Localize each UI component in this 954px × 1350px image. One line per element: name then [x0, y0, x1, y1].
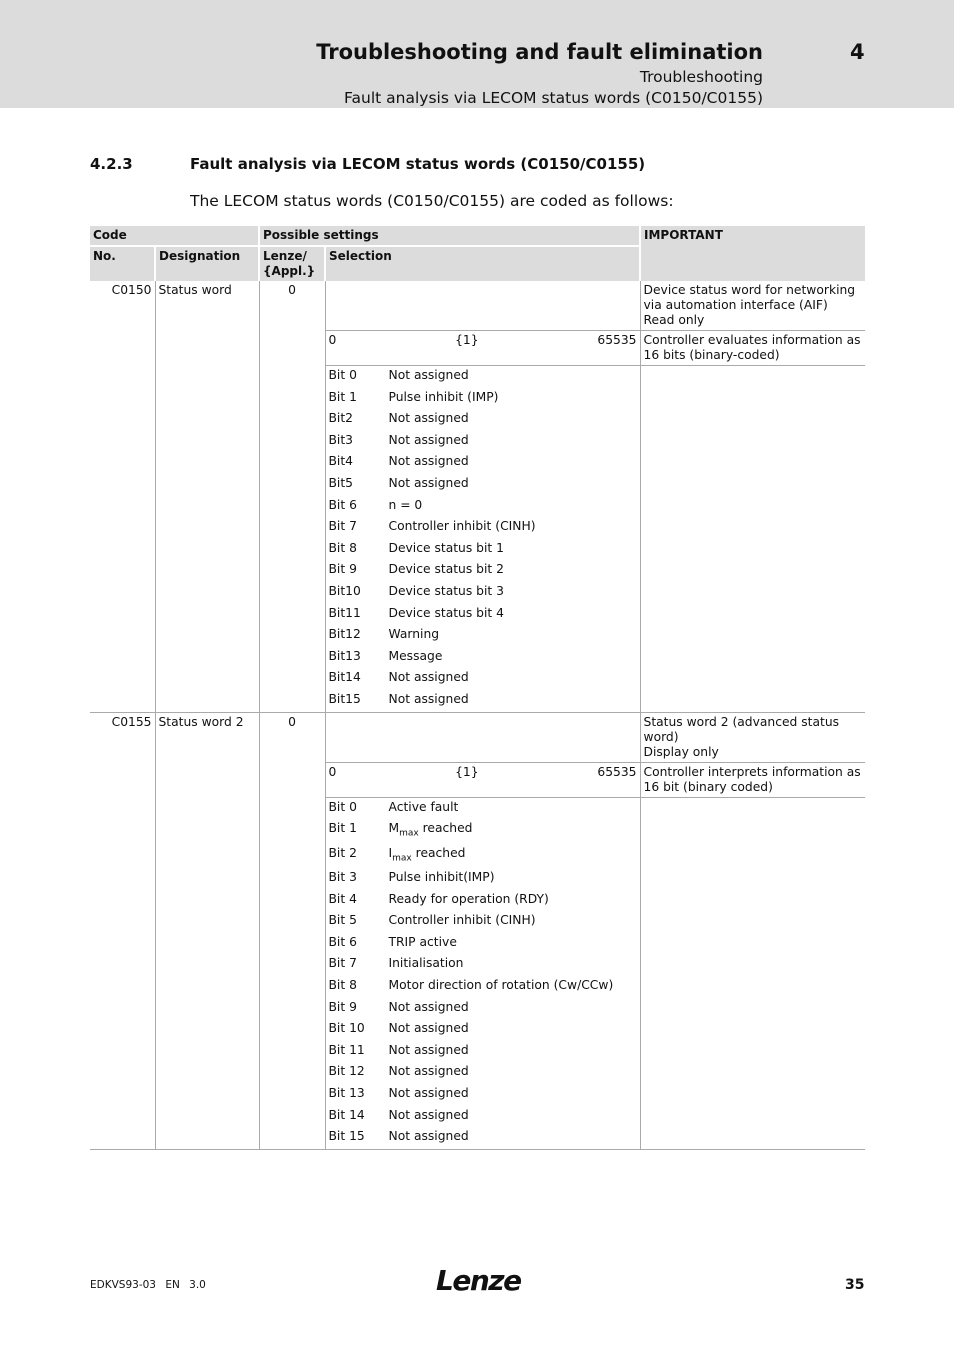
important-empty-cell — [640, 366, 865, 713]
bit-cell — [325, 933, 640, 955]
bit-label: Bit 0 — [328, 368, 357, 382]
bit-description: Not assigned — [388, 1064, 469, 1079]
col-header-possible-settings: Possible settings — [259, 226, 640, 246]
bit-label: Bit 6 — [328, 934, 357, 949]
bit-label: Bit12 — [328, 627, 361, 642]
bit-description: TRIP active — [388, 934, 457, 949]
bit-description: Device status bit 1 — [388, 540, 504, 555]
bit-description: Not assigned — [388, 1021, 469, 1036]
bit-description: Not assigned — [388, 475, 469, 490]
bit-description: Not assigned — [388, 670, 469, 685]
code-designation: Status word — [155, 281, 259, 712]
range-step: {1} — [455, 764, 479, 779]
bit-label: Bit4 — [328, 454, 353, 469]
bit-cell — [325, 517, 640, 539]
bit-cell — [325, 1062, 640, 1084]
selection-empty-cell — [325, 281, 640, 331]
bit-description: $I_{max}$ reached — [388, 845, 466, 863]
bit-description: Not assigned — [388, 1107, 469, 1122]
bit-cell — [325, 604, 640, 626]
selection-empty-cell — [325, 712, 640, 762]
bit-cell — [325, 1019, 640, 1041]
code-group-c0150 — [90, 281, 865, 712]
bit-cell — [325, 388, 640, 410]
bit-label: Bit2 — [328, 411, 353, 426]
bit-cell — [325, 668, 640, 690]
bit-description: Not assigned — [388, 432, 469, 447]
bit-description: Not assigned — [388, 1129, 469, 1144]
bit-cell — [325, 1041, 640, 1063]
code-table — [90, 226, 865, 1150]
lenze-default-value: 0 — [259, 712, 325, 1149]
bit-label: Bit 0 — [328, 799, 357, 814]
bit-cell — [325, 582, 640, 604]
col-header-important: IMPORTANT — [640, 226, 865, 281]
bit-description: Not assigned — [388, 368, 469, 382]
bit-cell — [325, 452, 640, 474]
bit-description: Pulse inhibit(IMP) — [388, 870, 495, 884]
col-header-selection: Selection — [325, 246, 640, 281]
bit-label: Bit 9 — [328, 999, 357, 1014]
bit-description: Pulse inhibit (IMP) — [388, 389, 499, 404]
bit-description: Not assigned — [388, 1085, 469, 1100]
range-step: {1} — [455, 333, 479, 347]
bit-cell — [325, 998, 640, 1020]
intro-text: The LECOM status words (C0150/C0155) are coded as follows: — [190, 192, 674, 210]
important-note-2: Controller evaluates information as 16 bits (binary-coded) — [640, 331, 865, 366]
code-number: C0155 — [90, 712, 155, 1149]
bit-label: Bit 4 — [328, 891, 357, 906]
bit-label: Bit 1 — [328, 389, 357, 404]
bit-cell — [325, 431, 640, 453]
footer-doc-info — [90, 1279, 212, 1291]
bit-description: Device status bit 3 — [388, 583, 504, 598]
bit-cell — [325, 496, 640, 518]
bit-description: $M_{max}$ reached — [388, 821, 473, 839]
bit-cell — [325, 844, 640, 868]
bit-description: Device status bit 2 — [388, 562, 504, 577]
footer-version: 3.0 — [189, 1279, 206, 1291]
header-title: Troubleshooting and fault elimination — [316, 40, 763, 64]
bit-description: Not assigned — [388, 411, 469, 426]
selection-range — [325, 762, 640, 797]
bit-label: Bit 9 — [328, 562, 357, 577]
bit-description: Active fault — [388, 799, 459, 814]
important-note-1: Device status word for networking via automation interface (AIF) Read only — [640, 281, 865, 331]
bit-description: Message — [388, 648, 443, 663]
range-max: 65535 — [597, 333, 637, 347]
bit-description: Not assigned — [388, 1042, 469, 1057]
bit-description: Motor direction of rotation (Cw/CCw) — [388, 977, 614, 992]
bit-label: Bit 10 — [328, 1021, 365, 1036]
bit-cell — [325, 366, 640, 388]
section-title: Fault analysis via LECOM status words (C0150/C0155) — [190, 155, 646, 173]
important-note-1: Status word 2 (advanced status word) Display only — [640, 712, 865, 762]
bit-label: Bit10 — [328, 583, 361, 598]
bit-label: Bit 5 — [328, 913, 357, 928]
bit-description: Not assigned — [388, 691, 469, 706]
header-subtitle-2: Fault analysis via LECOM status words (C0150/C0155) — [344, 89, 763, 107]
bit-cell — [325, 819, 640, 843]
bit-label: Bit 13 — [328, 1085, 365, 1100]
bit-label: Bit13 — [328, 648, 361, 663]
bit-description: Not assigned — [388, 454, 469, 469]
bit-label: Bit11 — [328, 605, 361, 620]
bit-label: Bit 8 — [328, 540, 357, 555]
bit-cell — [325, 474, 640, 496]
page-header-band — [0, 0, 954, 108]
important-empty-cell — [640, 797, 865, 1149]
bit-cell — [325, 976, 640, 998]
code-group-c0155 — [90, 712, 865, 1149]
bit-label: Bit15 — [328, 691, 361, 706]
bit-description: Controller inhibit (CINH) — [388, 519, 536, 534]
code-row-c0155 — [90, 712, 865, 762]
bit-cell — [325, 868, 640, 890]
bit-cell — [325, 409, 640, 431]
bit-label: Bit 14 — [328, 1107, 365, 1122]
bit-description: Ready for operation (RDY) — [388, 891, 549, 906]
lenze-logo: Lenze — [436, 1264, 521, 1297]
bit-cell — [325, 560, 640, 582]
col-header-no: No. — [90, 246, 155, 281]
bit-description: Warning — [388, 627, 440, 642]
bit-description: Controller inhibit (CINH) — [388, 913, 536, 928]
range-max: 65535 — [597, 764, 637, 779]
bit-cell — [325, 797, 640, 819]
bit-label: Bit 7 — [328, 519, 357, 534]
bit-cell — [325, 1127, 640, 1149]
bit-label: Bit 3 — [328, 870, 357, 884]
bit-label: Bit 2 — [328, 845, 357, 860]
bit-label: Bit3 — [328, 432, 353, 447]
bit-label: Bit 8 — [328, 977, 357, 992]
bit-label: Bit 6 — [328, 497, 357, 512]
bit-description: Initialisation — [388, 956, 464, 971]
code-number: C0150 — [90, 281, 155, 712]
bit-description: n = 0 — [388, 497, 423, 512]
bit-cell — [325, 911, 640, 933]
bit-label: Bit 1 — [328, 821, 357, 836]
footer-doc-id: EDKVS93-03 — [90, 1279, 156, 1291]
table-header-row-1 — [90, 226, 865, 246]
page-number: 35 — [845, 1277, 865, 1293]
bit-cell — [325, 539, 640, 561]
important-note-2: Controller interprets information as 16 bit (binary coded) — [640, 762, 865, 797]
bit-cell — [325, 1084, 640, 1106]
bit-cell — [325, 890, 640, 912]
bit-cell — [325, 1106, 640, 1128]
bit-cell — [325, 625, 640, 647]
col-header-designation: Designation — [155, 246, 259, 281]
bit-label: Bit14 — [328, 670, 361, 685]
bit-label: Bit 11 — [328, 1042, 365, 1057]
code-row-c0150 — [90, 281, 865, 331]
bit-label: Bit5 — [328, 475, 353, 490]
header-subtitle-1: Troubleshooting — [639, 68, 763, 86]
chapter-number: 4 — [850, 40, 865, 64]
range-min: 0 — [328, 764, 337, 779]
bit-description: Device status bit 4 — [388, 605, 504, 620]
bit-cell — [325, 954, 640, 976]
lenze-default-value: 0 — [259, 281, 325, 712]
col-header-lenze: Lenze/ {Appl.} — [259, 246, 325, 281]
selection-range — [325, 331, 640, 366]
col-header-code: Code — [90, 226, 259, 246]
code-designation: Status word 2 — [155, 712, 259, 1149]
bit-label: Bit 15 — [328, 1129, 365, 1144]
footer-lang: EN — [165, 1279, 180, 1291]
bit-label: Bit 12 — [328, 1064, 365, 1079]
bit-label: Bit 7 — [328, 956, 357, 971]
bit-description: Not assigned — [388, 999, 469, 1014]
bit-cell — [325, 690, 640, 712]
section-number: 4.2.3 — [90, 155, 133, 173]
range-min: 0 — [328, 333, 337, 347]
bit-cell — [325, 647, 640, 669]
